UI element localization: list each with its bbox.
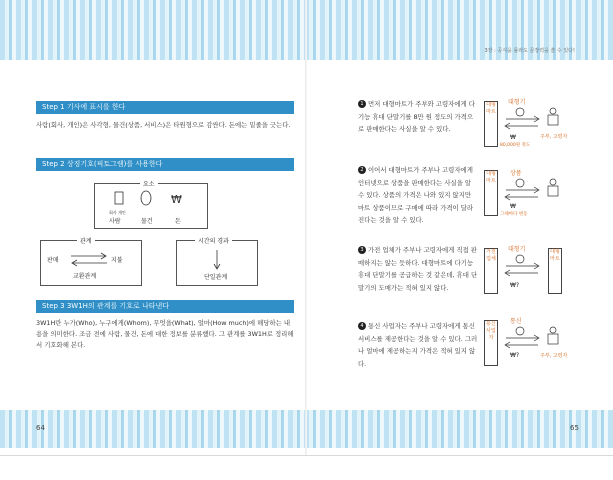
item3-number: 3 — [358, 246, 366, 254]
exchange-arrows-icon — [69, 251, 109, 267]
step1-body: 사람(회사, 개인)은 사각형, 물건(상품, 서비스)은 타원형으로 감싼다. 돈에는 밑줄을 긋는다. — [36, 121, 291, 129]
step1-heading: Step 1 기사에 표시를 한다 — [36, 101, 294, 114]
elements-diagram — [94, 183, 208, 229]
page-number-right: 65 — [570, 424, 579, 432]
person-rect-icon — [115, 192, 123, 204]
time-arrow-icon — [211, 249, 223, 271]
bottom-label-1: 주부, 고령자 — [540, 134, 568, 140]
item4-text: 4 통신 사업자는 주부나 고령자에게 통신 서비스를 제공한다는 것을 알 수 있다. 그러나 얼마에 제공하는지 가격은 적혀 있지 않다. — [358, 322, 478, 368]
top-label-4: 통신 — [510, 318, 522, 325]
exchange-arrows-1-icon — [504, 107, 540, 133]
item2-text: 2 이어서 대형마트가 주부나 고령자에게 인터넷으로 상품을 판매한다는 사실을 알 수 있다. 상품의 가격은 나와 있지 않지만 마트 상품이므로 구매에 따라 가격이 달라진다는 것을 알 수 있다. — [358, 166, 474, 224]
exchange-arrows-4-icon — [504, 326, 540, 352]
person-2-icon — [546, 178, 560, 198]
money-3: ₩? — [510, 282, 520, 289]
money-2: ₩ — [510, 203, 516, 210]
relation-left-label: 판매 — [47, 257, 59, 264]
time-diagram — [176, 240, 258, 286]
bottom-label-4: 주부, 고령자 — [540, 353, 568, 359]
relation-bottom-label: 교환관계 — [73, 273, 97, 280]
money-4: ₩? — [510, 352, 520, 359]
money-1: ₩ — [510, 134, 516, 141]
illustration-3 — [484, 244, 564, 299]
top-label-3: 대형기 — [508, 246, 526, 253]
top-label-1: 대형기 — [508, 99, 526, 106]
left-box-1: 대형마트 — [484, 101, 498, 147]
elements-icons — [113, 190, 193, 210]
item-label: 물건 — [141, 218, 153, 225]
person-1-icon — [546, 107, 560, 127]
relation-right-label: 지불 — [111, 257, 123, 264]
item-ellipse-icon — [141, 191, 151, 205]
exchange-arrows-3-icon — [504, 254, 540, 280]
illustration-2 — [484, 168, 564, 223]
item1-number: 1 — [358, 100, 366, 108]
left-box-2: 대형마트 — [484, 170, 498, 216]
book-gutter — [305, 0, 307, 455]
top-label-2: 상품 — [510, 170, 522, 177]
step2-heading: Step 2 상징기호(픽토그램)를 사용한다 — [36, 158, 294, 171]
item1-text: 1 먼저 대형마트가 주부와 고령자에게 다기능 휴대 단말기를 8만 원 정도의 가격으로 판매한다는 사실을 알 수 있다. — [358, 100, 475, 133]
illustration-4 — [484, 316, 568, 371]
money-won-icon: ₩ — [171, 193, 182, 206]
step3-heading: Step 3 3W1H의 관계를 기호로 나타낸다 — [36, 300, 294, 313]
step3-body: 3W1H란 누가(Who), 누구에게(Whom), 무엇을(What), 얼마(How much)에 해당하는 내용을 의미한다. 조금 전에 사람, 물건, 돈에 대한 정보를 분류했다. 그 관계를 3W1H로 정리해서 기호화해 본다. — [36, 319, 294, 349]
relation-label: 관계 — [77, 236, 95, 245]
item3-text: 3 가전 업체가 주부나 고령자에게 직접 판매하지는 않는 듯하다. 대형마트에 다기능 휴대 단말기를 공급하는 것 같은데, 휴대 단말기의 도매가는 적혀 있지 않다. — [358, 246, 478, 292]
left-box-4: 통신사업자 — [484, 320, 498, 366]
illustration-1 — [484, 97, 568, 152]
person-4-icon — [546, 326, 560, 346]
item4-number: 4 — [358, 322, 366, 330]
page-number-left: 64 — [36, 424, 45, 432]
time-bottom-label: 단일관계 — [204, 274, 228, 281]
person-label: 사람 — [109, 218, 121, 225]
running-title: 3장 : 공식을 몰라도 문장력을 쓸 수 있다! — [484, 48, 575, 54]
exchange-arrows-2-icon — [504, 178, 540, 204]
elements-label: 요소 — [140, 179, 158, 188]
time-label: 시간의 경과 — [195, 236, 232, 245]
left-box-3: 가전업체 — [484, 248, 498, 294]
note-2: 그때마다 변동 — [500, 212, 528, 217]
item2-number: 2 — [358, 166, 366, 174]
money-label: 돈 — [175, 218, 181, 225]
person-sub-label: 회사 개인 — [109, 210, 126, 215]
right-box-3: 대형마트 — [548, 248, 562, 294]
note-1: 80,000원 정도 — [500, 143, 531, 148]
relation-diagram — [40, 240, 142, 286]
